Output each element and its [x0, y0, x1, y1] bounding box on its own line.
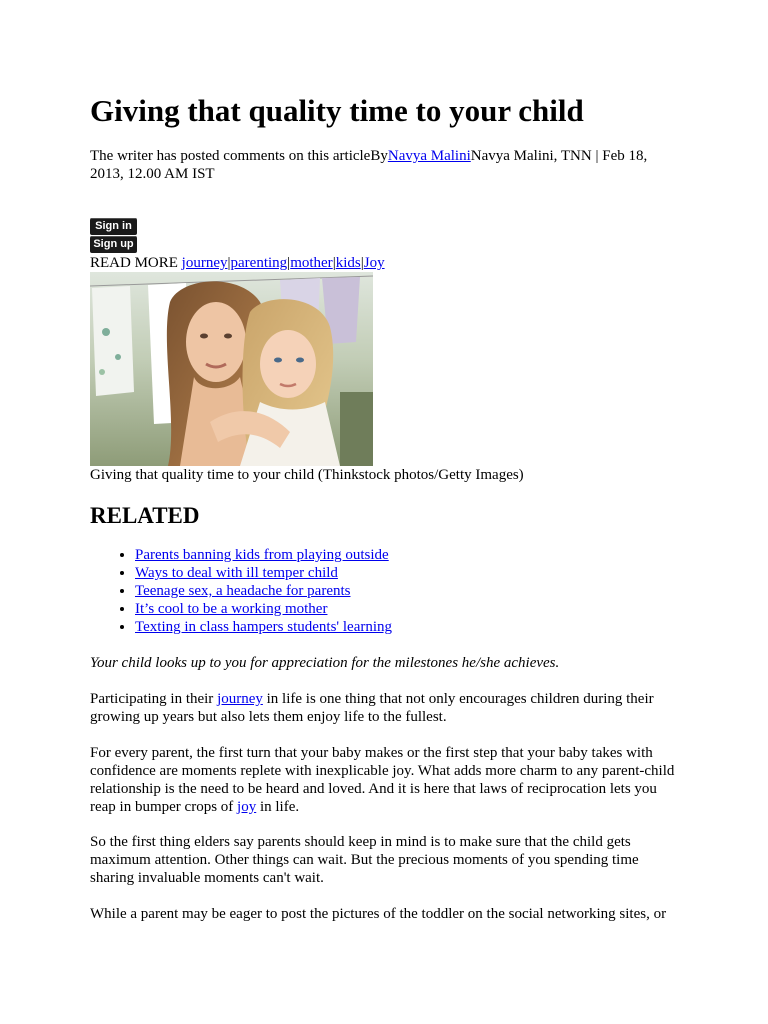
byline-prefix: The writer has posted comments on this articleBy — [90, 148, 388, 164]
body-paragraph: While a parent may be eager to post the pictures of the toddler on the social networking sites, or — [90, 906, 667, 922]
tag-link-parenting[interactable]: parenting — [230, 255, 288, 271]
journey-link[interactable]: journey — [217, 691, 263, 707]
body-paragraph: So the first thing elders say parents should keep in mind is to make sure that the child gets maximum attention. Other things can wait. But the precious moments of you spending time sharing invaluable moments can't wait. — [90, 834, 639, 886]
related-link[interactable]: Parents banning kids from playing outside — [135, 547, 389, 563]
list-item — [135, 564, 392, 582]
list-item — [135, 600, 392, 618]
byline — [90, 147, 670, 183]
list-item — [135, 582, 392, 600]
related-link[interactable]: Ways to deal with ill temper child — [135, 565, 338, 581]
body-paragraph — [90, 744, 675, 816]
photo-caption: Giving that quality time to your child (Thinkstock photos/Getty Images) — [90, 467, 524, 483]
sign-in-button[interactable]: Sign in — [90, 218, 137, 235]
tag-link-kids[interactable]: kids — [335, 255, 361, 271]
related-heading: RELATED — [90, 503, 200, 528]
paragraph-text: in life. — [256, 799, 300, 815]
sign-up-button[interactable]: Sign up — [90, 236, 137, 253]
tag-link-journey[interactable]: journey — [181, 255, 228, 271]
byline-suffix: Navya Malini, TNN | Feb 18, 2013, 12.00 AM IST — [90, 148, 648, 182]
tag-separator: | — [287, 255, 291, 271]
read-more-tags — [90, 254, 385, 272]
related-link[interactable]: Teenage sex, a headache for parents — [135, 583, 351, 599]
mother-daughter-photo-illustration — [90, 272, 373, 466]
author-link[interactable]: Navya Malini — [387, 148, 471, 164]
intro-paragraph: Your child looks up to you for appreciation for the milestones he/she achieves. — [90, 655, 560, 671]
paragraph-text: Participating in their — [90, 691, 218, 707]
page-title: Giving that quality time to your child — [90, 93, 584, 128]
joy-link[interactable]: joy — [237, 799, 257, 815]
tag-link-joy[interactable]: Joy — [363, 255, 385, 271]
tag-link-mother[interactable]: mother — [290, 255, 333, 271]
list-item — [135, 546, 392, 564]
related-link[interactable]: Texting in class hampers students' learning — [135, 619, 393, 635]
related-link[interactable]: It’s cool to be a working mother — [135, 601, 328, 617]
body-paragraph — [90, 690, 675, 726]
tag-separator: | — [360, 255, 364, 271]
article-photo — [90, 272, 373, 466]
list-item — [135, 618, 392, 636]
tag-separator: | — [332, 255, 336, 271]
paragraph-text: For every parent, the first turn that your baby makes or the first step that your baby takes with confidence are moments replete with inexplicable joy. What adds more charm to any parent-child relationship is the need to be heard and loved. And it is here that laws of reciprocation lets you reap in bumper crops of — [90, 745, 675, 815]
related-list — [90, 546, 392, 636]
tag-separator: | — [227, 255, 231, 271]
read-more-label: READ MORE — [90, 255, 182, 271]
paragraph-text: in life is one thing that not only encourages children during their growing up years but also lets them enjoy life to the fullest. — [90, 691, 654, 725]
